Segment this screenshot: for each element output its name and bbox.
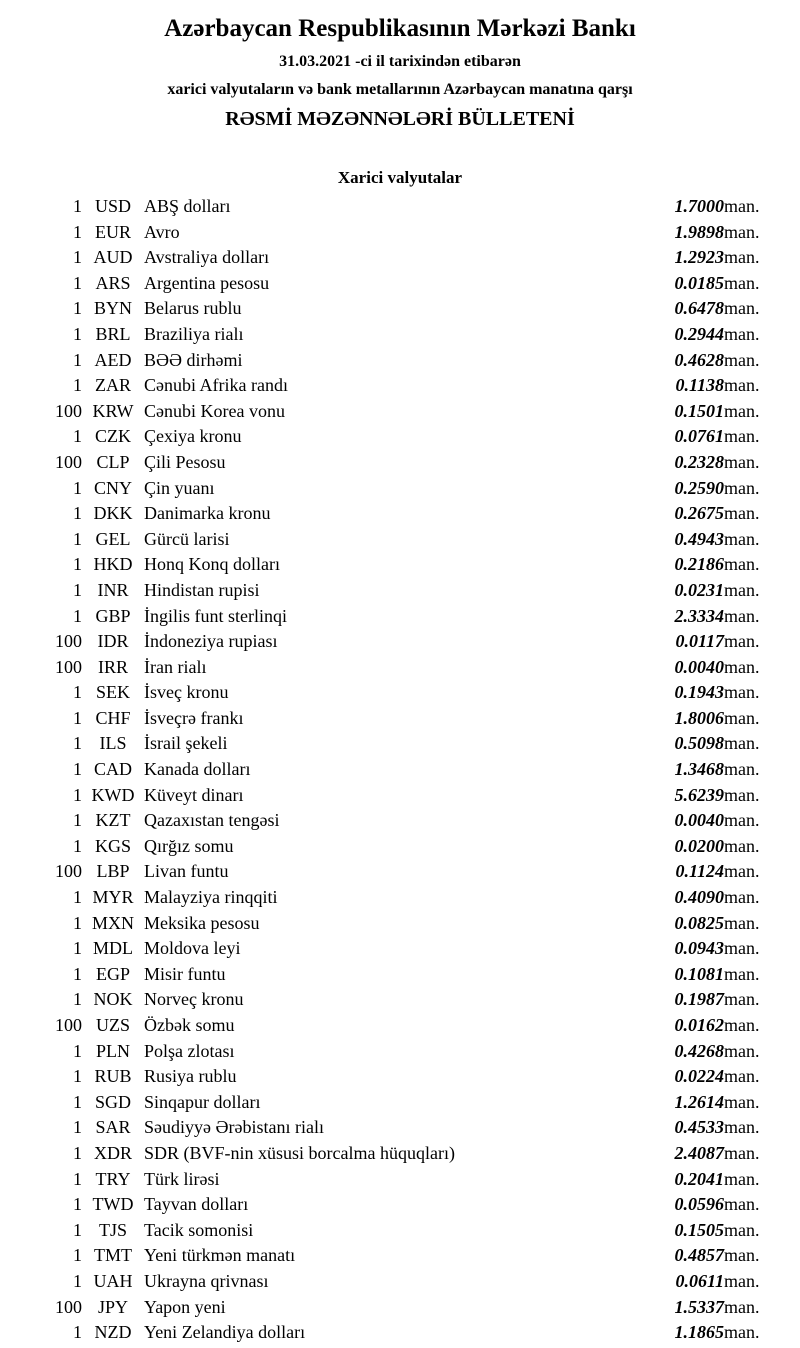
currency-name: Polşa zlotası <box>144 1040 235 1061</box>
currency-quantity: 1 <box>73 989 82 1010</box>
currency-name: İsrail şekeli <box>144 733 228 754</box>
currency-unit: man. <box>724 221 760 242</box>
table-row <box>20 1013 780 1039</box>
currency-quantity: 1 <box>73 759 82 780</box>
currency-code: ILS <box>99 733 127 754</box>
currency-unit: man. <box>724 887 760 908</box>
currency-quantity: 1 <box>73 477 82 498</box>
currency-name: İran rialı <box>144 656 207 677</box>
currency-quantity: 1 <box>73 349 82 370</box>
currency-unit: man. <box>724 1296 760 1317</box>
document-subtitle: xarici valyutaların və bank metallarının Azərbaycan manatına qarşı <box>167 81 633 98</box>
currency-quantity: 1 <box>73 323 82 344</box>
currency-code: NZD <box>94 1322 132 1343</box>
currency-rate: 0.1081 <box>674 963 724 984</box>
currency-code: INR <box>97 579 129 600</box>
currency-code: TMT <box>94 1245 132 1266</box>
table-row <box>20 911 780 937</box>
currency-quantity: 1 <box>73 375 82 396</box>
currency-code: KGS <box>94 835 131 856</box>
currency-name: Yapon yeni <box>144 1296 226 1317</box>
currency-rate: 0.0596 <box>674 1194 724 1215</box>
currency-quantity: 1 <box>73 835 82 856</box>
currency-rate: 0.0224 <box>674 1066 724 1087</box>
currency-quantity: 1 <box>73 1245 82 1266</box>
currency-quantity: 1 <box>73 426 82 447</box>
currency-name: Yeni türkmən manatı <box>144 1245 296 1266</box>
table-row <box>20 373 780 399</box>
table-row <box>20 1039 780 1065</box>
table-row <box>20 1295 780 1321</box>
currency-code: LBP <box>96 861 130 882</box>
currency-rate: 0.0825 <box>674 912 724 933</box>
currency-code: KRW <box>92 400 134 421</box>
table-row <box>20 322 780 348</box>
currency-rate: 0.2328 <box>674 451 724 472</box>
currency-code: PLN <box>95 1040 130 1061</box>
currency-code: AUD <box>93 247 133 268</box>
currency-unit: man. <box>724 733 760 754</box>
currency-code: BYN <box>93 298 132 319</box>
currency-rate: 2.4087 <box>674 1142 724 1163</box>
currency-code: JPY <box>97 1296 128 1317</box>
currency-name: Ukrayna qrivnası <box>144 1270 269 1291</box>
table-row <box>20 476 780 502</box>
currency-code: HKD <box>93 554 133 575</box>
currency-unit: man. <box>724 323 760 344</box>
currency-name: Rusiya rublu <box>144 1066 237 1087</box>
currency-name: Honq Konq dolları <box>144 554 280 575</box>
currency-rate: 0.1505 <box>674 1219 724 1240</box>
currency-rates-table <box>20 194 780 1346</box>
currency-code: ARS <box>95 272 131 293</box>
currency-name: Hindistan rupisi <box>144 579 260 600</box>
currency-quantity: 1 <box>73 810 82 831</box>
currency-quantity: 1 <box>73 554 82 575</box>
table-row <box>20 808 780 834</box>
currency-rate: 5.6239 <box>674 784 724 805</box>
currency-name: Çin yuanı <box>144 477 215 498</box>
currency-name: İndoneziya rupiası <box>144 631 278 652</box>
currency-unit: man. <box>724 1168 760 1189</box>
currency-rate: 0.0200 <box>674 835 724 856</box>
currency-rate: 0.4533 <box>674 1117 724 1138</box>
table-row <box>20 1269 780 1295</box>
currency-unit: man. <box>724 400 760 421</box>
currency-code: SEK <box>95 682 130 703</box>
table-row <box>20 885 780 911</box>
table-row <box>20 348 780 374</box>
table-row <box>20 680 780 706</box>
table-row <box>20 578 780 604</box>
currency-name: Çexiya kronu <box>144 426 242 447</box>
currency-unit: man. <box>724 298 760 319</box>
table-row <box>20 604 780 630</box>
currency-code: CZK <box>95 426 131 447</box>
currency-unit: man. <box>724 1142 760 1163</box>
table-row <box>20 706 780 732</box>
currency-unit: man. <box>724 1270 760 1291</box>
currency-quantity: 1 <box>73 272 82 293</box>
currency-quantity: 1 <box>73 682 82 703</box>
currency-quantity: 1 <box>73 1270 82 1291</box>
currency-quantity: 1 <box>73 1091 82 1112</box>
currency-unit: man. <box>724 912 760 933</box>
currency-rates-body <box>20 194 780 1346</box>
currency-name: Belarus rublu <box>144 298 242 319</box>
currency-name: Gürcü larisi <box>144 528 230 549</box>
currency-quantity: 1 <box>73 1322 82 1343</box>
currency-quantity: 1 <box>73 503 82 524</box>
table-row <box>20 296 780 322</box>
currency-rate: 0.1138 <box>675 375 724 396</box>
currency-unit: man. <box>724 759 760 780</box>
currency-unit: man. <box>724 631 760 652</box>
currency-code: DKK <box>93 503 133 524</box>
currency-code: EUR <box>95 221 131 242</box>
table-row <box>20 245 780 271</box>
currency-code: CAD <box>93 759 132 780</box>
currency-quantity: 1 <box>73 912 82 933</box>
currency-unit: man. <box>724 579 760 600</box>
currency-name: Cənubi Afrika randı <box>144 375 288 396</box>
table-row <box>20 271 780 297</box>
currency-unit: man. <box>724 272 760 293</box>
table-row <box>20 1090 780 1116</box>
currency-quantity: 1 <box>73 1117 82 1138</box>
currency-rate: 0.1501 <box>674 400 724 421</box>
currency-rate: 2.3334 <box>674 605 724 626</box>
currency-unit: man. <box>724 247 760 268</box>
currency-name: İsveçrə frankı <box>144 707 244 728</box>
currency-rate: 0.2186 <box>674 554 724 575</box>
currency-rate: 0.2590 <box>674 477 724 498</box>
currency-quantity: 100 <box>55 1015 82 1035</box>
currency-code: SAR <box>95 1117 131 1138</box>
currency-unit: man. <box>724 349 760 370</box>
currency-unit: man. <box>724 605 760 626</box>
currency-name: SDR (BVF-nin xüsusi borcalma hüquqları) <box>144 1142 455 1163</box>
currency-unit: man. <box>724 1194 760 1215</box>
table-row <box>20 1141 780 1167</box>
currency-rate: 0.4268 <box>674 1040 724 1061</box>
currency-quantity: 100 <box>55 656 82 677</box>
currency-code: CHF <box>95 707 131 728</box>
currency-unit: man. <box>724 835 760 856</box>
currency-name: Misir funtu <box>144 963 226 984</box>
currency-quantity: 1 <box>73 1219 82 1240</box>
currency-quantity: 1 <box>73 605 82 626</box>
table-row <box>20 936 780 962</box>
currency-unit: man. <box>724 1066 760 1087</box>
currency-code: NOK <box>93 989 133 1010</box>
table-row <box>20 757 780 783</box>
currency-quantity: 1 <box>73 528 82 549</box>
currency-code: RUB <box>94 1066 132 1087</box>
currency-unit: man. <box>724 1245 760 1266</box>
currency-rate: 1.8006 <box>674 707 724 728</box>
currency-name: Sinqapur dolları <box>144 1091 261 1112</box>
currency-quantity: 100 <box>55 451 82 472</box>
currency-code: GEL <box>95 528 131 549</box>
currency-name: Kanada dolları <box>144 759 251 780</box>
currency-unit: man. <box>724 1219 760 1240</box>
currency-code: TWD <box>92 1194 134 1215</box>
currency-name: ABŞ dolları <box>144 196 231 216</box>
currency-name: Norveç kronu <box>144 989 244 1010</box>
table-row <box>20 987 780 1013</box>
table-row <box>20 450 780 476</box>
currency-name: Malayziya rinqqiti <box>144 887 278 908</box>
currency-code: CLP <box>96 451 130 472</box>
currency-code: EGP <box>95 963 130 984</box>
table-row <box>20 859 780 885</box>
currency-quantity: 1 <box>73 196 82 216</box>
currency-rate: 0.0231 <box>674 579 724 600</box>
currency-quantity: 100 <box>55 1296 82 1317</box>
currency-quantity: 1 <box>73 1142 82 1163</box>
currency-code: UAH <box>93 1270 133 1291</box>
table-row <box>20 194 780 220</box>
currency-rate: 1.5337 <box>674 1296 724 1317</box>
currency-unit: man. <box>724 375 760 396</box>
currency-name: Qırğız somu <box>144 835 234 856</box>
currency-rate: 0.1987 <box>674 989 724 1010</box>
table-row <box>20 1064 780 1090</box>
currency-quantity: 1 <box>73 579 82 600</box>
currency-name: Meksika pesosu <box>144 912 260 933</box>
currency-rate: 0.0162 <box>674 1015 724 1035</box>
currency-code: MDL <box>93 938 133 959</box>
currency-rate: 0.0040 <box>674 810 724 831</box>
currency-rate: 0.0040 <box>674 656 724 677</box>
currency-rate: 0.0117 <box>675 631 724 652</box>
table-row <box>20 962 780 988</box>
currency-code: TJS <box>98 1219 127 1240</box>
currency-name: BƏƏ dirhəmi <box>144 349 243 370</box>
currency-unit: man. <box>724 1015 760 1035</box>
currency-code: MXN <box>91 912 134 933</box>
currency-name: Tayvan dolları <box>144 1194 249 1215</box>
table-row <box>20 731 780 757</box>
currency-rate: 0.2675 <box>674 503 724 524</box>
currency-quantity: 1 <box>73 963 82 984</box>
currency-code: XDR <box>93 1142 132 1163</box>
currency-unit: man. <box>724 528 760 549</box>
currency-unit: man. <box>724 707 760 728</box>
table-row <box>20 1320 780 1346</box>
currency-code: KWD <box>91 784 135 805</box>
currency-name: Argentina pesosu <box>144 272 270 293</box>
currency-quantity: 100 <box>55 861 82 882</box>
currency-name: Moldova leyi <box>144 938 241 959</box>
currency-rate: 0.0185 <box>674 272 724 293</box>
currency-rate: 0.2041 <box>674 1168 724 1189</box>
currency-name: Türk lirəsi <box>144 1168 220 1189</box>
currency-rate: 0.1943 <box>674 682 724 703</box>
currency-unit: man. <box>724 682 760 703</box>
currency-name: Tacik somonisi <box>144 1219 254 1240</box>
currency-name: Özbək somu <box>144 1015 235 1035</box>
currency-rate: 0.4090 <box>674 887 724 908</box>
currency-unit: man. <box>724 784 760 805</box>
table-row <box>20 1192 780 1218</box>
table-row <box>20 424 780 450</box>
currency-rate: 0.4857 <box>674 1245 724 1266</box>
currency-name: Danimarka kronu <box>144 503 271 524</box>
currency-quantity: 1 <box>73 247 82 268</box>
currency-rate: 0.5098 <box>674 733 724 754</box>
currency-quantity: 1 <box>73 298 82 319</box>
currency-rate: 0.1124 <box>675 861 724 882</box>
currency-name: İngilis funt sterlinqi <box>144 605 287 626</box>
currency-unit: man. <box>724 861 760 882</box>
currency-code: AED <box>94 349 132 370</box>
currency-quantity: 1 <box>73 1066 82 1087</box>
table-row <box>20 1218 780 1244</box>
currency-unit: man. <box>724 477 760 498</box>
currency-code: KZT <box>95 810 131 831</box>
currency-rate: 0.4628 <box>674 349 724 370</box>
currency-rate: 0.0943 <box>674 938 724 959</box>
currency-name: Avro <box>144 221 180 242</box>
currency-rate: 0.2944 <box>674 323 724 344</box>
currency-quantity: 1 <box>73 1168 82 1189</box>
currency-quantity: 1 <box>73 938 82 959</box>
table-row <box>20 629 780 655</box>
bank-title: Azərbaycan Respublikasının Mərkəzi Bankı <box>164 15 636 42</box>
currency-unit: man. <box>724 1322 760 1343</box>
currency-unit: man. <box>724 1040 760 1061</box>
bulletin-title: RƏSMİ MƏZƏNNƏLƏRİ BÜLLETENİ <box>225 108 575 130</box>
currency-rate: 1.3468 <box>674 759 724 780</box>
currency-code: SGD <box>94 1091 131 1112</box>
table-row <box>20 527 780 553</box>
currency-unit: man. <box>724 989 760 1010</box>
currency-name: Yeni Zelandiya dolları <box>144 1322 306 1343</box>
currency-rate: 0.4943 <box>674 528 724 549</box>
table-row <box>20 399 780 425</box>
currency-name: İsveç kronu <box>144 682 229 703</box>
currency-code: TRY <box>95 1168 131 1189</box>
table-row <box>20 552 780 578</box>
currency-quantity: 1 <box>73 1194 82 1215</box>
currency-quantity: 1 <box>73 887 82 908</box>
currency-rate: 0.6478 <box>674 298 724 319</box>
currency-unit: man. <box>724 1091 760 1112</box>
document-header <box>0 14 800 132</box>
currency-unit: man. <box>724 426 760 447</box>
currency-code: MYR <box>92 887 134 908</box>
currency-code: CNY <box>93 477 132 498</box>
table-row <box>20 1115 780 1141</box>
currency-rate: 1.7000 <box>674 196 724 216</box>
currency-quantity: 100 <box>55 400 82 421</box>
currency-unit: man. <box>724 196 760 216</box>
currency-name: Qazaxıstan tengəsi <box>144 810 280 831</box>
table-row <box>20 220 780 246</box>
table-row <box>20 1167 780 1193</box>
currency-code: GBP <box>95 605 131 626</box>
table-row <box>20 1243 780 1269</box>
currency-code: BRL <box>95 323 131 344</box>
currency-name: Cənubi Korea vonu <box>144 400 285 421</box>
currency-unit: man. <box>724 1117 760 1138</box>
currency-quantity: 1 <box>73 707 82 728</box>
currency-quantity: 1 <box>73 733 82 754</box>
currency-rate: 1.9898 <box>674 221 724 242</box>
currency-rate: 1.2923 <box>674 247 724 268</box>
currency-rate: 1.2614 <box>674 1091 724 1112</box>
currency-rate: 1.1865 <box>674 1322 724 1343</box>
currency-code: IRR <box>97 656 128 677</box>
currency-name: Çili Pesosu <box>144 451 226 472</box>
currency-unit: man. <box>724 451 760 472</box>
currency-quantity: 1 <box>73 1040 82 1061</box>
section-title-foreign-currencies: Xarici valyutalar <box>337 168 463 187</box>
currency-unit: man. <box>724 963 760 984</box>
currency-code: UZS <box>95 1015 130 1035</box>
effective-date-line: 31.03.2021 -ci il tarixindən etibarən <box>279 53 521 70</box>
currency-code: ZAR <box>95 375 131 396</box>
currency-rate: 0.0761 <box>674 426 724 447</box>
currency-unit: man. <box>724 938 760 959</box>
currency-name: Səudiyyə Ərəbistanı rialı <box>144 1117 324 1138</box>
currency-code: USD <box>94 196 131 216</box>
currency-name: Livan funtu <box>144 861 229 882</box>
currency-rate: 0.0611 <box>675 1270 724 1291</box>
currency-unit: man. <box>724 554 760 575</box>
currency-quantity: 1 <box>73 784 82 805</box>
currency-unit: man. <box>724 656 760 677</box>
table-row <box>20 834 780 860</box>
table-row <box>20 655 780 681</box>
currency-quantity: 100 <box>55 631 82 652</box>
table-row <box>20 783 780 809</box>
currency-quantity: 1 <box>73 221 82 242</box>
currency-code: IDR <box>97 631 129 652</box>
currency-unit: man. <box>724 810 760 831</box>
currency-name: Küveyt dinarı <box>144 784 244 805</box>
currency-unit: man. <box>724 503 760 524</box>
table-row <box>20 501 780 527</box>
currency-name: Braziliya rialı <box>144 323 244 344</box>
currency-name: Avstraliya dolları <box>144 247 270 268</box>
